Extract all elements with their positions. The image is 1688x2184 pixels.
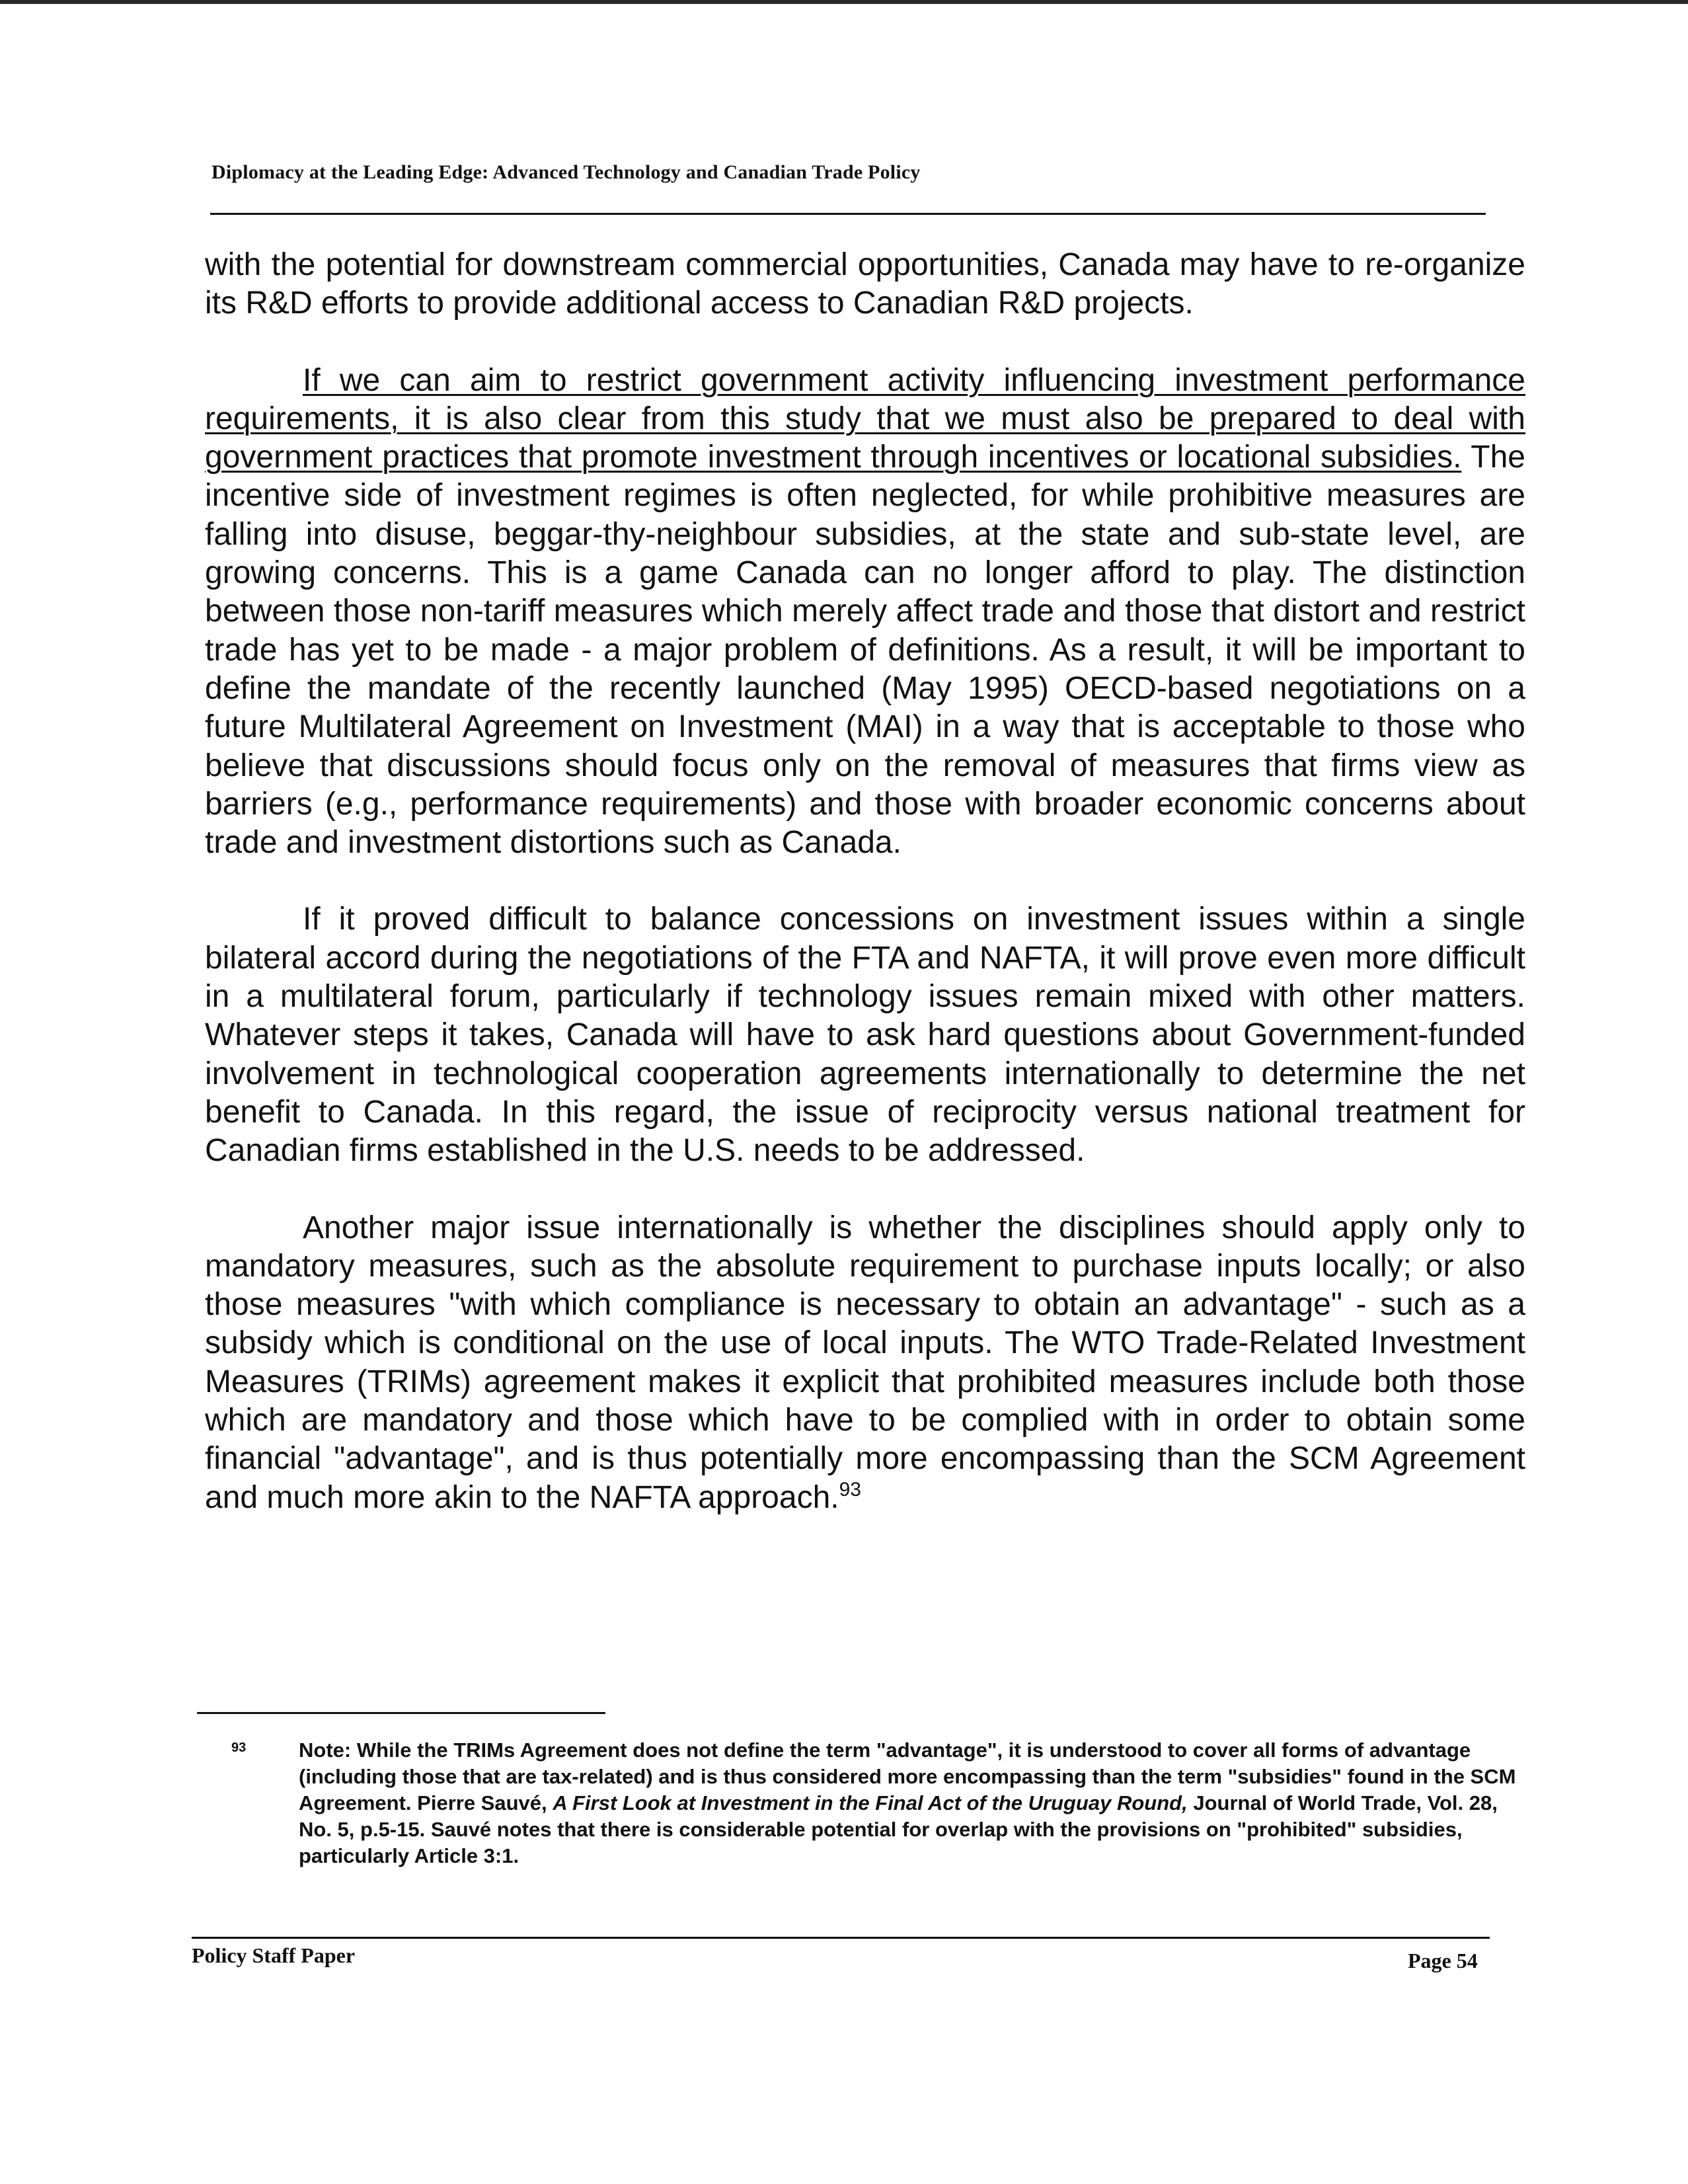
page-number: Page 54 <box>1408 1949 1478 1972</box>
footnote-cited-title: A First Look at Investment in the Final Act of the Uruguay Round, <box>553 1791 1188 1814</box>
underlined-sentence: If we can aim to restrict government activity influencing investment performance requirements, it is also clear from this study that we must also be prepared to deal with government practices that promote investment through incentives or locational subsidies. <box>205 362 1525 475</box>
paragraph-2-rest: The incentive side of investment regimes is often neglected, for while prohibitive measures are falling into disuse, beggar-thy-neighbour subsidies, at the state and sub-state level, are growing concerns. This is a game Canada can no longer afford to play. The distinction between those non-tariff measures which merely affect trade and those that distort and restrict trade has yet to be made - a major problem of definitions. As a result, it will be important to define the mandate of the recently launched (May 1995) OECD-based negotiations on a future Multilateral Agreement on Investment (MAI) in a way that is acceptable to those who believe that discussions should focus only on the removal of measures that firms view as barriers (e.g., performance requirements) and those with broader economic concerns about trade and investment distortions such as Canada. <box>205 440 1525 861</box>
footnote-marker: 93 <box>231 1740 247 1755</box>
body-text <box>205 246 1525 1555</box>
paragraph-4 <box>205 1209 1525 1517</box>
scan-edge-shadow <box>0 0 1688 4</box>
footnote-text-a: Note: While the TRIMs Agreement does not define the term "advantage", it is understood to cover all forms of advantage (including those that are tax-related) and is thus considered more encompassing than the term "subsidies" found in the SCM Agreement. Pierre Sauvé, <box>299 1738 1516 1814</box>
paragraph-4-text: Another major issue internationally is whether the disciplines should apply only to mandatory measures, such as the absolute requirement to purchase inputs locally; or also those measures "with which compliance is necessary to obtain an advantage" - such as a subsidy which is conditional on the use of local inputs. The WTO Trade-Related Investment Measures (TRIMs) agreement makes it explicit that prohibited measures include both those which are mandatory and those which have to be complied with in order to obtain some financial "advantage", and is thus potentially more encompassing than the SCM Agreement and much more akin to the NAFTA approach. <box>205 1210 1525 1515</box>
footnote-text <box>299 1737 1520 1869</box>
footnote <box>231 1737 1520 1869</box>
footnote-text-b: Journal of World Trade, Vol. 28, No. 5, p.5-15. Sauvé notes that there is considerable potential for overlap with the provisions on "prohibited" subsidies, particularly Article 3:1. <box>299 1791 1498 1867</box>
footer-series: Policy Staff Paper <box>192 1943 356 1967</box>
paragraph-3: If it proved difficult to balance concessions on investment issues within a single bilateral accord during the negotiations of the FTA and NAFTA, it will prove even more difficult in a multilateral forum, particularly if technology issues remain mixed with other matters. Whatever steps it takes, Canada will have to ask hard questions about Government-funded involvement in technological cooperation agreements internationally to determine the net benefit to Canada. In this regard, the issue of reciprocity versus national treatment for Canadian firms established in the U.S. needs to be addressed. <box>205 902 1525 1169</box>
footnote-rule <box>197 1712 605 1714</box>
paragraph-2 <box>205 362 1525 863</box>
footer-rule <box>192 1937 1490 1939</box>
header-rule <box>210 213 1486 215</box>
running-header: Diplomacy at the Leading Edge: Advanced Technology and Canadian Trade Policy <box>211 161 921 183</box>
footnote-reference[interactable]: 93 <box>839 1478 861 1501</box>
paragraph-1: with the potential for downstream commercial opportunities, Canada may have to re-organize its R&D efforts to provide additional access to Canadian R&D projects. <box>205 247 1525 321</box>
